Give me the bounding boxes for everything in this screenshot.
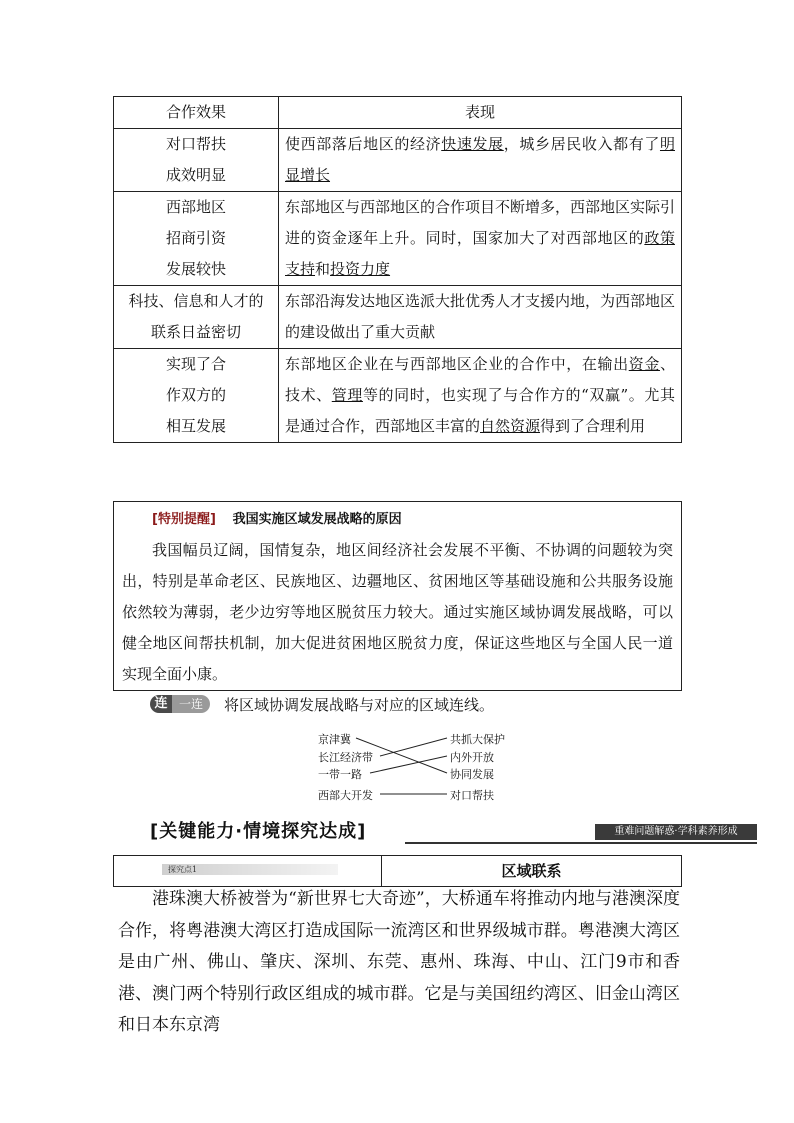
matching-left-item: 西部大开发: [318, 789, 373, 802]
underlined-term: 资金: [628, 355, 660, 373]
effect-cell: [114, 192, 279, 286]
underlined-term: 政策支持: [285, 229, 675, 278]
underlined-term: 自然资源: [480, 417, 541, 435]
matching-left-item: 京津冀: [318, 733, 351, 746]
matching-exercise-instruction: [150, 693, 494, 715]
header-effect: 合作效果: [114, 97, 279, 129]
reminder-title: 我国实施区域发展战略的原因: [232, 512, 402, 527]
underlined-term: 管理: [331, 386, 363, 404]
probe-header: [113, 855, 682, 887]
effect-line: 成效明显: [165, 166, 226, 184]
lian-badge-suffix: 一连: [172, 695, 210, 713]
performance-cell: [279, 192, 682, 286]
matching-right-item: 共抓大保护: [450, 733, 505, 746]
effect-cell: [114, 349, 279, 443]
table-row: [114, 192, 682, 286]
performance-text: 、技术、: [285, 355, 675, 404]
table-row: [114, 286, 682, 349]
performance-text: 东部沿海发达地区选派大批优秀人才支援内地，为西部地区的建设做出了重大贡献: [285, 292, 676, 341]
performance-text: 得到了合理利用: [540, 417, 646, 435]
effect-line: 联系日益密切: [150, 323, 241, 341]
lian-badge-char: 连: [150, 695, 172, 713]
performance-text: 和: [315, 260, 331, 278]
effect-line: 相互发展: [165, 417, 226, 435]
effect-line: 对口帮扶: [165, 135, 226, 153]
matching-left-item: 长江经济带: [318, 751, 373, 764]
effect-line: 实现了合: [165, 355, 226, 373]
performance-cell: [279, 349, 682, 443]
effect-line: 科技、信息和人才的: [128, 292, 264, 310]
effect-line: 招商引资: [165, 229, 226, 247]
performance-text: 东部地区与西部地区的合作项目不断增多，西部地区实际引进的资金逐年上升。同时，国家加大了对西部地区的: [285, 198, 676, 247]
matching-right-item: 协同发展: [450, 768, 494, 781]
performance-text: 东部地区企业在与西部地区企业的合作中，在输出: [285, 355, 629, 373]
reminder-body: 我国幅员辽阔，国情复杂，地区间经济社会发展不平衡、不协调的问题较为突出，特别是革命老区、民族地区、边疆地区、贫困地区等基础设施和公共服务设施依然较为薄弱，老少边穷等地区脱贫压力较大。通过实施区域协调发展战略，可以健全地区间帮扶机制，加大促进贫困地区脱贫力度，保证这些地区与全国人民一道实现全面小康。: [122, 541, 673, 683]
table-row: [114, 349, 682, 443]
effect-line: 发展较快: [165, 260, 226, 278]
reminder-tag: [特别提醒]: [152, 512, 216, 527]
probe-label: 探究点1: [162, 864, 338, 875]
performance-cell: [279, 286, 682, 349]
matching-instruction-text: 将区域协调发展战略与对应的区域连线。: [224, 695, 495, 714]
section-title: [关键能力·情境探究达成]: [150, 821, 367, 842]
matching-diagram: [300, 728, 540, 804]
effect-line: 作双方的: [165, 386, 226, 404]
matching-left-item: 一带一路: [318, 768, 362, 781]
probe-title: 区域联系: [501, 862, 562, 880]
performance-cell: [279, 129, 682, 192]
performance-text: ，城乡居民收入都有了: [503, 135, 660, 153]
matching-right-item: 对口帮扶: [450, 789, 494, 802]
matching-right-item: 内外开放: [450, 751, 494, 764]
effect-cell: [114, 286, 279, 349]
lian-badge: [150, 695, 210, 713]
underlined-term: 明显增长: [285, 135, 675, 184]
matching-line: [380, 738, 447, 756]
table-row: [114, 129, 682, 192]
section-rule: [405, 842, 757, 844]
section-tag: 重难问题解惑·学科素养形成: [595, 824, 757, 840]
effect-line: 西部地区: [165, 198, 226, 216]
performance-text: 等的同时，也实现了与合作方的“双赢”。尤其是通过合作，西部地区丰富的: [285, 386, 675, 435]
underlined-term: 投资力度: [330, 260, 391, 278]
special-reminder-box: [113, 501, 682, 691]
performance-text: 使西部落后地区的经济: [285, 135, 442, 153]
cooperation-table: [113, 96, 682, 443]
case-paragraph: 港珠澳大桥被誉为“新世界七大奇迹”，大桥通车将推动内地与港澳深度合作，将粤港澳大湾区打造成国际一流湾区和世界级城市群。粤港澳大湾区是由广州、佛山、肇庆、深圳、东莞、惠州、珠海、中山、江门9市和香港、澳门两个特别行政区组成的城市群。它是与美国纽约湾区、旧金山湾区和日本东京湾: [118, 889, 680, 1035]
header-performance: 表现: [279, 97, 682, 129]
underlined-term: 快速发展: [441, 135, 504, 153]
effect-cell: [114, 129, 279, 192]
